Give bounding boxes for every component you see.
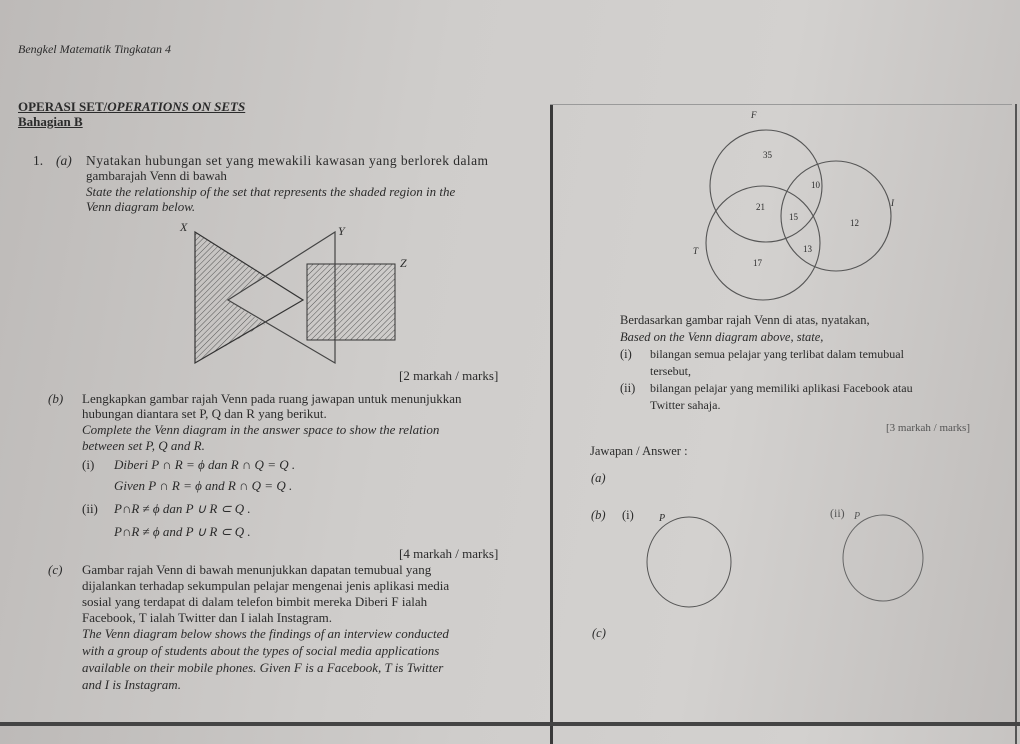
part-b-i-ms: Diberi P ∩ R = ϕ dan R ∩ Q = Q . xyxy=(114,457,296,472)
answer-b-i-label: (i) xyxy=(622,508,634,522)
answer-heading: Jawapan / Answer : xyxy=(590,444,688,458)
part-c-en-3: available on their mobile phones. Given F is a Facebook, T is Twitter xyxy=(82,660,444,675)
venn-c-diagram xyxy=(706,130,891,300)
part-a-en-1: State the relationship of the set that represents the shaded region in the xyxy=(86,184,456,199)
part-b-en-2: between set P, Q and R. xyxy=(82,438,205,453)
part-c-ii-label: (ii) xyxy=(620,381,636,395)
answer-b-i-p-label: P xyxy=(659,513,666,524)
set-t-label: T xyxy=(693,246,699,256)
section-title-en: OPERATIONS ON SETS xyxy=(107,99,246,114)
part-a-marks xyxy=(399,368,498,383)
part-c-ms-1: Gambar rajah Venn di bawah menunjukkan dapatan temubual yang xyxy=(82,562,432,577)
part-c-ii-text-1: bilangan pelajar yang memiliki aplikasi Facebook atau xyxy=(650,381,913,395)
set-x-label: X xyxy=(180,220,188,234)
part-a-ms-2: gambarajah Venn di bawah xyxy=(86,168,227,183)
part-c-prompt-en: Based on the Venn diagram above, state, xyxy=(620,330,824,344)
set-z-label: Z xyxy=(400,256,407,270)
answer-b-ii-label: (ii) xyxy=(830,506,845,520)
answer-b-label: (b) xyxy=(591,508,606,522)
part-b-marks xyxy=(399,546,498,561)
answer-b-i-circle-p xyxy=(647,517,731,607)
part-b-label: (b) xyxy=(48,391,64,406)
set-i-label: I xyxy=(891,198,894,208)
region-f-t: 21 xyxy=(756,202,765,212)
part-c-i-label: (i) xyxy=(620,347,632,361)
marks-text: [4 markah / marks] xyxy=(399,546,499,561)
part-c-ii-text-2: Twitter sahaja. xyxy=(650,398,721,412)
photo-bottom-edge xyxy=(0,722,1020,726)
document-header: Bengkel Matematik Tingkatan 4 xyxy=(18,42,171,56)
shaded-x-region xyxy=(195,232,265,363)
set-y-label: Y xyxy=(338,224,345,238)
part-c-en-4: and I is Instagram. xyxy=(82,677,181,692)
part-c-marks xyxy=(886,421,970,436)
part-c-ms-4: Facebook, T ialah Twitter dan I ialah Instagram. xyxy=(82,610,332,625)
marks-text: [2 markah / marks] xyxy=(399,368,499,383)
part-a-label: (a) xyxy=(56,153,72,168)
part-c-prompt-ms: Berdasarkan gambar rajah Venn di atas, nyatakan, xyxy=(620,313,870,327)
part-b-ii-label: (ii) xyxy=(82,501,98,516)
part-c-i-text-2: tersebut, xyxy=(650,364,691,378)
part-b-ms-1: Lengkapkan gambar rajah Venn pada ruang jawapan untuk menunjukkan xyxy=(82,391,462,406)
answer-a-label[interactable]: (a) xyxy=(591,471,606,485)
question-number: 1. xyxy=(33,153,44,168)
region-t-i: 13 xyxy=(803,244,812,254)
set-f-label: F xyxy=(751,110,757,120)
part-c-label: (c) xyxy=(48,562,63,577)
marks-text: [3 markah / marks] xyxy=(886,422,970,434)
shaded-z-region xyxy=(307,264,395,340)
answer-b-ii-p-label: P xyxy=(854,511,861,522)
part-a-en-2: Venn diagram below. xyxy=(86,199,196,214)
region-all: 15 xyxy=(789,212,798,222)
section-part: Bahagian B xyxy=(18,114,83,129)
region-f-only: 35 xyxy=(763,150,772,160)
part-c-en-1: The Venn diagram below shows the findings of an interview conducted xyxy=(82,626,449,641)
part-b-ii-en: P∩R ≠ ϕ and P ∪ R ⊂ Q . xyxy=(114,524,251,539)
part-b-ii-ms: P∩R ≠ ϕ dan P ∪ R ⊂ Q . xyxy=(114,501,251,516)
section-title-ms: OPERASI SET/ xyxy=(18,99,108,114)
part-a-ms-1: Nyatakan hubungan set yang mewakili kawasan yang berlorek dalam xyxy=(86,153,489,168)
part-c-i-text-1: bilangan semua pelajar yang terlibat dalam temubual xyxy=(650,347,904,361)
part-b-en-1: Complete the Venn diagram in the answer space to show the relation xyxy=(82,422,440,437)
part-c-en-2: with a group of students about the types of social media applications xyxy=(82,643,440,658)
answer-b-ii-circle-p xyxy=(843,515,923,601)
answer-c-label[interactable]: (c) xyxy=(592,626,606,640)
region-i-only: 12 xyxy=(850,218,859,228)
venn-a-diagram xyxy=(195,232,395,363)
part-b-ms-2: hubungan diantara set P, Q dan R yang berikut. xyxy=(82,406,327,421)
part-b-i-label: (i) xyxy=(82,457,95,472)
part-c-ms-2: dijalankan terhadap sekumpulan pelajar mengenai jenis aplikasi media xyxy=(82,578,450,593)
part-c-ms-3: sosial yang terdapat di dalam telefon bimbit mereka Diberi F ialah xyxy=(82,594,428,609)
region-t-only: 17 xyxy=(753,258,762,268)
region-f-i: 10 xyxy=(811,180,820,190)
part-b-i-en: Given P ∩ R = ϕ and R ∩ Q = Q . xyxy=(114,478,293,493)
